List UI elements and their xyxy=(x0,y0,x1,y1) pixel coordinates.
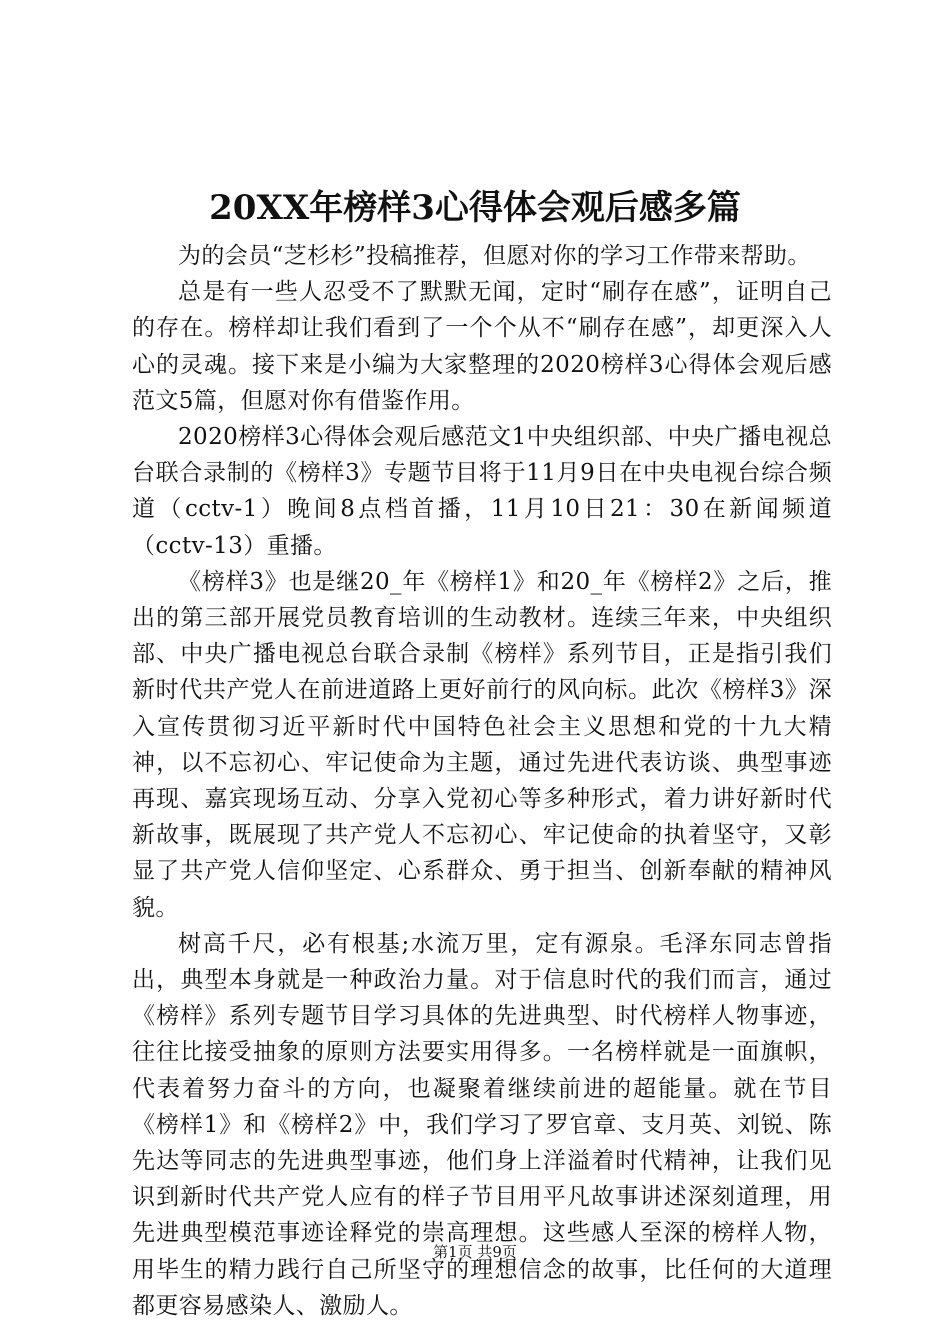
page-footer: 第1页 共9页 xyxy=(433,1243,517,1261)
paragraph-background: 《榜样3》也是继20_年《榜样1》和20_年《榜样2》之后，推出的第三部开展党员教育培训的生动教材。连续三年来，中央组织部、中央广播电视总台联合录制《榜样》系列节目，正是指引我们新时代共产党人在前进道路上更好前行的风向标。此次《榜样3》深入宣传贯彻习近平新时代中国特色社会主义思想和党的十九大精神，以不忘初心、牢记使命为主题，通过先进代表访谈、典型事迹再现、嘉宾现场互动、分享入党初心等多种形式，着力讲好新时代新故事，既展现了共产党人不忘初心、牢记使命的执着坚守，又彰显了共产党人信仰坚定、心系群众、勇于担当、创新奉献的精神风貌。 xyxy=(132,568,832,921)
paragraph-essay-1-intro: 2020榜样3心得体会观后感范文1中央组织部、中央广播电视总台联合录制的《榜样3》专题节目将于11月9日在中央电视台综合频道（cctv-1）晚间8点档首播，11月10日21：30在新闻频道（cctv-13）重播。 xyxy=(132,424,832,559)
document-body xyxy=(132,238,832,1324)
paragraph-role-models: 树高千尺，必有根基;水流万里，定有源泉。毛泽东同志曾指出，典型本身就是一种政治力量。对于信息时代的我们而言，通过《榜样》系列专题节目学习具体的先进典型、时代榜样人物事迹，往往比接受抽象的原则方法要实用得多。一名榜样就是一面旗帜，代表着努力奋斗的方向，也凝聚着继续前进的超能量。就在节目《榜样1》和《榜样2》中，我们学习了罗官章、支月英、刘锐、陈先达等同志的先进典型事迹，他们身上洋溢着时代精神，让我们见识到新时代共产党人应有的样子节目用平凡故事讲述深刻道理，用先进典型模范事迹诠释党的崇高理想。这些感人至深的榜样人物，用毕生的精力践行自己所坚守的理想信念的故事，比任何的大道理都更容易感染人、激励人。 xyxy=(132,930,832,1319)
paragraph-preface: 总是有一些人忍受不了默默无闻，定时“刷存在感”，证明自己的存在。榜样却让我们看到了一个个从不“刷存在感”，却更深入人心的灵魂。接下来是小编为大家整理的2020榜样3心得体会观后感范文5篇，但愿对你有借鉴作用。 xyxy=(132,279,832,414)
document-title: 20XX年榜样3心得体会观后感多篇 xyxy=(209,188,741,228)
paragraph-intro: 为的会员“芝杉杉”投稿推荐，但愿对你的学习工作带来帮助。 xyxy=(178,243,811,269)
